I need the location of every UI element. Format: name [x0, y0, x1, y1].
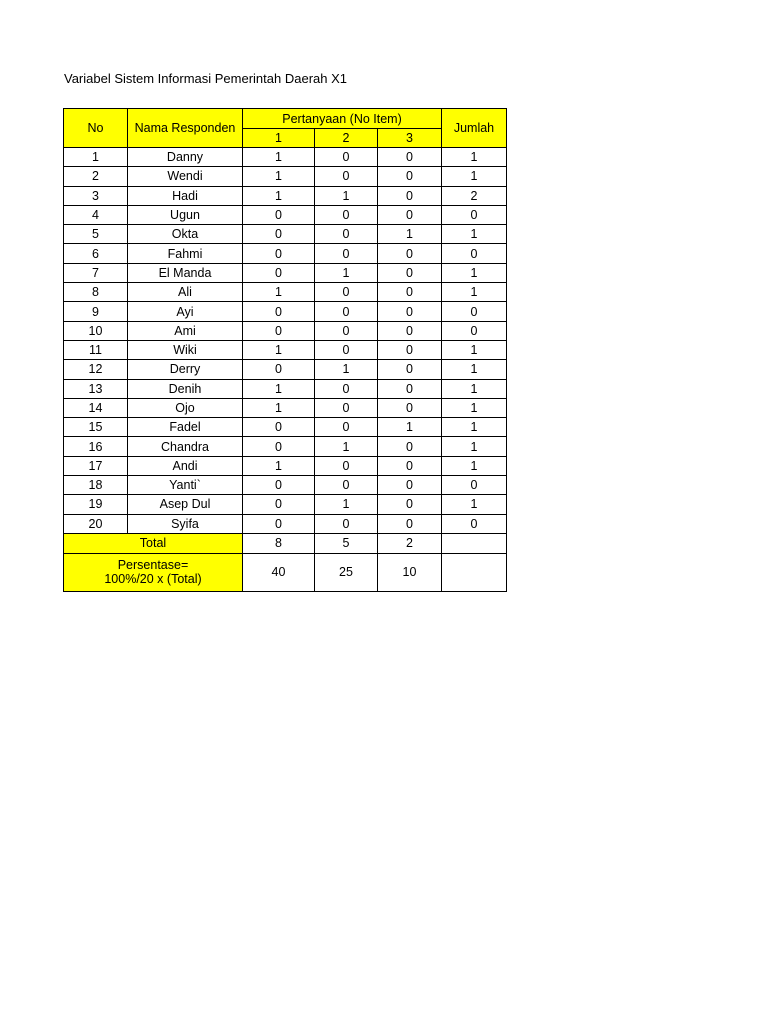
cell-jumlah: 1 — [442, 148, 507, 167]
total-row — [64, 533, 507, 553]
cell-q3: 1 — [378, 225, 442, 244]
cell-name: Okta — [128, 225, 243, 244]
cell-no: 14 — [64, 398, 128, 417]
cell-q2: 0 — [315, 321, 378, 340]
cell-q1: 0 — [243, 244, 315, 263]
table-row — [64, 302, 507, 321]
percentage-label-line2: 100%/20 x (Total) — [104, 572, 202, 587]
cell-q1: 0 — [243, 263, 315, 282]
cell-q2: 0 — [315, 302, 378, 321]
cell-name: Ugun — [128, 205, 243, 224]
cell-q3: 0 — [378, 340, 442, 359]
header-question-3: 3 — [378, 129, 442, 148]
cell-q1: 1 — [243, 340, 315, 359]
table-row — [64, 514, 507, 533]
cell-q2: 0 — [315, 418, 378, 437]
cell-q2: 0 — [315, 244, 378, 263]
cell-no: 11 — [64, 340, 128, 359]
table-row — [64, 340, 507, 359]
percentage-q1: 40 — [243, 553, 315, 591]
cell-no: 8 — [64, 283, 128, 302]
cell-q2: 0 — [315, 225, 378, 244]
cell-q1: 0 — [243, 495, 315, 514]
cell-q2: 0 — [315, 205, 378, 224]
cell-q1: 0 — [243, 514, 315, 533]
total-label: Total — [64, 533, 243, 553]
cell-name: Wendi — [128, 167, 243, 186]
cell-q2: 0 — [315, 148, 378, 167]
header-question-2: 2 — [315, 129, 378, 148]
table-row — [64, 418, 507, 437]
cell-q1: 1 — [243, 186, 315, 205]
cell-q1: 1 — [243, 148, 315, 167]
table-row — [64, 225, 507, 244]
cell-name: Wiki — [128, 340, 243, 359]
cell-q1: 0 — [243, 321, 315, 340]
cell-q2: 1 — [315, 263, 378, 282]
cell-name: El Manda — [128, 263, 243, 282]
table-row — [64, 321, 507, 340]
cell-jumlah: 1 — [442, 263, 507, 282]
cell-q2: 0 — [315, 379, 378, 398]
cell-jumlah: 0 — [442, 514, 507, 533]
cell-q3: 0 — [378, 167, 442, 186]
table-row — [64, 379, 507, 398]
cell-name: Ayi — [128, 302, 243, 321]
cell-name: Yanti` — [128, 476, 243, 495]
cell-jumlah: 1 — [442, 167, 507, 186]
cell-no: 9 — [64, 302, 128, 321]
cell-q3: 0 — [378, 360, 442, 379]
cell-q3: 0 — [378, 283, 442, 302]
cell-jumlah: 2 — [442, 186, 507, 205]
cell-q2: 1 — [315, 437, 378, 456]
cell-jumlah: 1 — [442, 225, 507, 244]
cell-name: Fahmi — [128, 244, 243, 263]
cell-jumlah: 0 — [442, 476, 507, 495]
cell-name: Ojo — [128, 398, 243, 417]
cell-q2: 0 — [315, 167, 378, 186]
cell-q3: 0 — [378, 476, 442, 495]
cell-no: 18 — [64, 476, 128, 495]
cell-jumlah: 1 — [442, 398, 507, 417]
cell-q2: 0 — [315, 398, 378, 417]
table-row — [64, 148, 507, 167]
cell-name: Andi — [128, 456, 243, 475]
cell-q3: 1 — [378, 418, 442, 437]
table-row — [64, 205, 507, 224]
table-row — [64, 360, 507, 379]
cell-q3: 0 — [378, 302, 442, 321]
table-row — [64, 398, 507, 417]
table-row — [64, 263, 507, 282]
cell-q1: 1 — [243, 398, 315, 417]
cell-no: 16 — [64, 437, 128, 456]
table-row — [64, 186, 507, 205]
cell-q2: 0 — [315, 476, 378, 495]
cell-no: 10 — [64, 321, 128, 340]
cell-q2: 0 — [315, 514, 378, 533]
header-name: Nama Responden — [128, 109, 243, 148]
cell-q1: 0 — [243, 360, 315, 379]
cell-no: 19 — [64, 495, 128, 514]
cell-q2: 1 — [315, 495, 378, 514]
cell-jumlah: 1 — [442, 360, 507, 379]
cell-q1: 1 — [243, 283, 315, 302]
cell-no: 15 — [64, 418, 128, 437]
cell-name: Ali — [128, 283, 243, 302]
cell-q1: 0 — [243, 205, 315, 224]
cell-name: Danny — [128, 148, 243, 167]
total-q2: 5 — [315, 533, 378, 553]
cell-q1: 0 — [243, 476, 315, 495]
table-row — [64, 495, 507, 514]
cell-no: 7 — [64, 263, 128, 282]
cell-q3: 0 — [378, 398, 442, 417]
cell-no: 20 — [64, 514, 128, 533]
header-row — [64, 109, 507, 129]
percentage-q2: 25 — [315, 553, 378, 591]
header-questions-group: Pertanyaan (No Item) — [243, 109, 442, 129]
cell-name: Denih — [128, 379, 243, 398]
cell-jumlah: 0 — [442, 321, 507, 340]
cell-no: 3 — [64, 186, 128, 205]
cell-jumlah: 1 — [442, 340, 507, 359]
cell-q1: 0 — [243, 225, 315, 244]
cell-q3: 0 — [378, 437, 442, 456]
cell-name: Hadi — [128, 186, 243, 205]
cell-jumlah: 0 — [442, 244, 507, 263]
cell-name: Fadel — [128, 418, 243, 437]
cell-no: 4 — [64, 205, 128, 224]
cell-q1: 0 — [243, 302, 315, 321]
header-question-1: 1 — [243, 129, 315, 148]
cell-q3: 0 — [378, 148, 442, 167]
table-row — [64, 283, 507, 302]
cell-jumlah: 1 — [442, 379, 507, 398]
cell-q3: 0 — [378, 321, 442, 340]
table-row — [64, 244, 507, 263]
cell-q3: 0 — [378, 244, 442, 263]
total-jumlah — [442, 533, 507, 553]
cell-q3: 0 — [378, 186, 442, 205]
cell-q2: 0 — [315, 340, 378, 359]
header-no: No — [64, 109, 128, 148]
cell-jumlah: 1 — [442, 437, 507, 456]
cell-q2: 1 — [315, 360, 378, 379]
cell-name: Ami — [128, 321, 243, 340]
cell-name: Derry — [128, 360, 243, 379]
percentage-jumlah — [442, 553, 507, 591]
respondent-table — [63, 108, 507, 592]
cell-name: Chandra — [128, 437, 243, 456]
percentage-label — [64, 553, 243, 591]
total-q1: 8 — [243, 533, 315, 553]
table-row — [64, 437, 507, 456]
table-row — [64, 167, 507, 186]
header-jumlah: Jumlah — [442, 109, 507, 148]
total-q3: 2 — [378, 533, 442, 553]
percentage-q3: 10 — [378, 553, 442, 591]
percentage-label-line1: Persentase= — [117, 558, 189, 573]
cell-q1: 0 — [243, 437, 315, 456]
cell-no: 1 — [64, 148, 128, 167]
cell-q3: 0 — [378, 514, 442, 533]
cell-q2: 0 — [315, 456, 378, 475]
cell-jumlah: 1 — [442, 456, 507, 475]
cell-q3: 0 — [378, 495, 442, 514]
cell-q1: 1 — [243, 456, 315, 475]
cell-q2: 1 — [315, 186, 378, 205]
cell-q1: 1 — [243, 379, 315, 398]
table-row — [64, 456, 507, 475]
cell-jumlah: 1 — [442, 283, 507, 302]
cell-no: 6 — [64, 244, 128, 263]
cell-no: 5 — [64, 225, 128, 244]
percentage-row — [64, 553, 507, 591]
cell-jumlah: 1 — [442, 495, 507, 514]
cell-q3: 0 — [378, 263, 442, 282]
cell-no: 13 — [64, 379, 128, 398]
cell-jumlah: 0 — [442, 302, 507, 321]
cell-no: 17 — [64, 456, 128, 475]
cell-name: Asep Dul — [128, 495, 243, 514]
cell-q2: 0 — [315, 283, 378, 302]
cell-q3: 0 — [378, 456, 442, 475]
cell-jumlah: 1 — [442, 418, 507, 437]
cell-q3: 0 — [378, 205, 442, 224]
cell-name: Syifa — [128, 514, 243, 533]
cell-q1: 0 — [243, 418, 315, 437]
cell-no: 12 — [64, 360, 128, 379]
document-title: Variabel Sistem Informasi Pemerintah Daerah X1 — [64, 71, 347, 86]
table-row — [64, 476, 507, 495]
cell-q3: 0 — [378, 379, 442, 398]
cell-q1: 1 — [243, 167, 315, 186]
cell-no: 2 — [64, 167, 128, 186]
cell-jumlah: 0 — [442, 205, 507, 224]
